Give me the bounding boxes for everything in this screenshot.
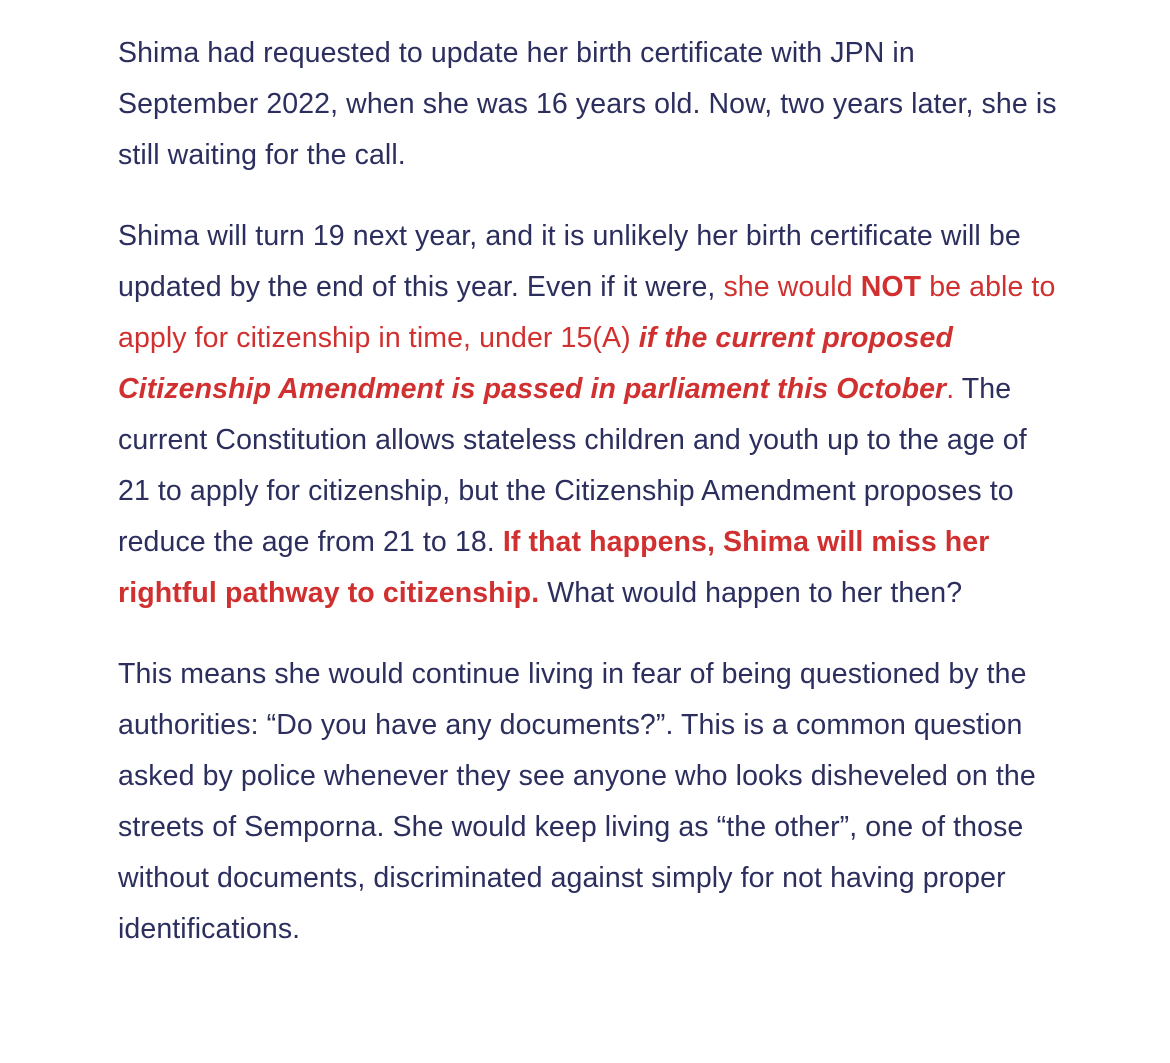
paragraph-living-in-fear	[118, 649, 1058, 955]
highlight-she-would: she would	[723, 271, 861, 303]
highlight-apply-in-time: be able to apply for citizenship in time, under 15(A)	[118, 271, 1056, 354]
constitution-text: The current Constitution allows stateless children and youth up to the age of 21 to apply for citizenship, but the Citizenship Amendment proposes to reduce the age from 21 to 18.	[118, 373, 1027, 558]
amendment-intro-text: Shima will turn 19 next year, and it is unlikely her birth certificate will be updated by the end of this year. Even if it were,	[118, 220, 1021, 303]
highlight-period: .	[946, 373, 955, 405]
highlight-amendment-condition: if the current proposed Citizenship Amendment is passed in parliament this October	[118, 322, 953, 405]
article-body	[118, 28, 1058, 985]
paragraph-waiting	[118, 28, 1058, 181]
paragraph-living-in-fear-text: This means she would continue living in fear of being questioned by the authorities: “Do you have any documents?”. This is a common question asked by police whenever they see anyone who looks disheveled on the streets of Semporna. She would keep living as “the other”, one of those without documents, discriminated against simply for not having proper identifications.	[118, 658, 1036, 945]
paragraph-waiting-text: Shima had requested to update her birth certificate with JPN in September 2022, when she was 16 years old. Now, two years later, she is still waiting for the call.	[118, 37, 1057, 171]
highlight-miss-pathway: If that happens, Shima will miss her rightful pathway to citizenship.	[118, 526, 990, 609]
paragraph-citizenship-amendment	[118, 211, 1058, 619]
closing-question: What would happen to her then?	[539, 577, 963, 609]
highlight-not: NOT	[860, 271, 922, 303]
